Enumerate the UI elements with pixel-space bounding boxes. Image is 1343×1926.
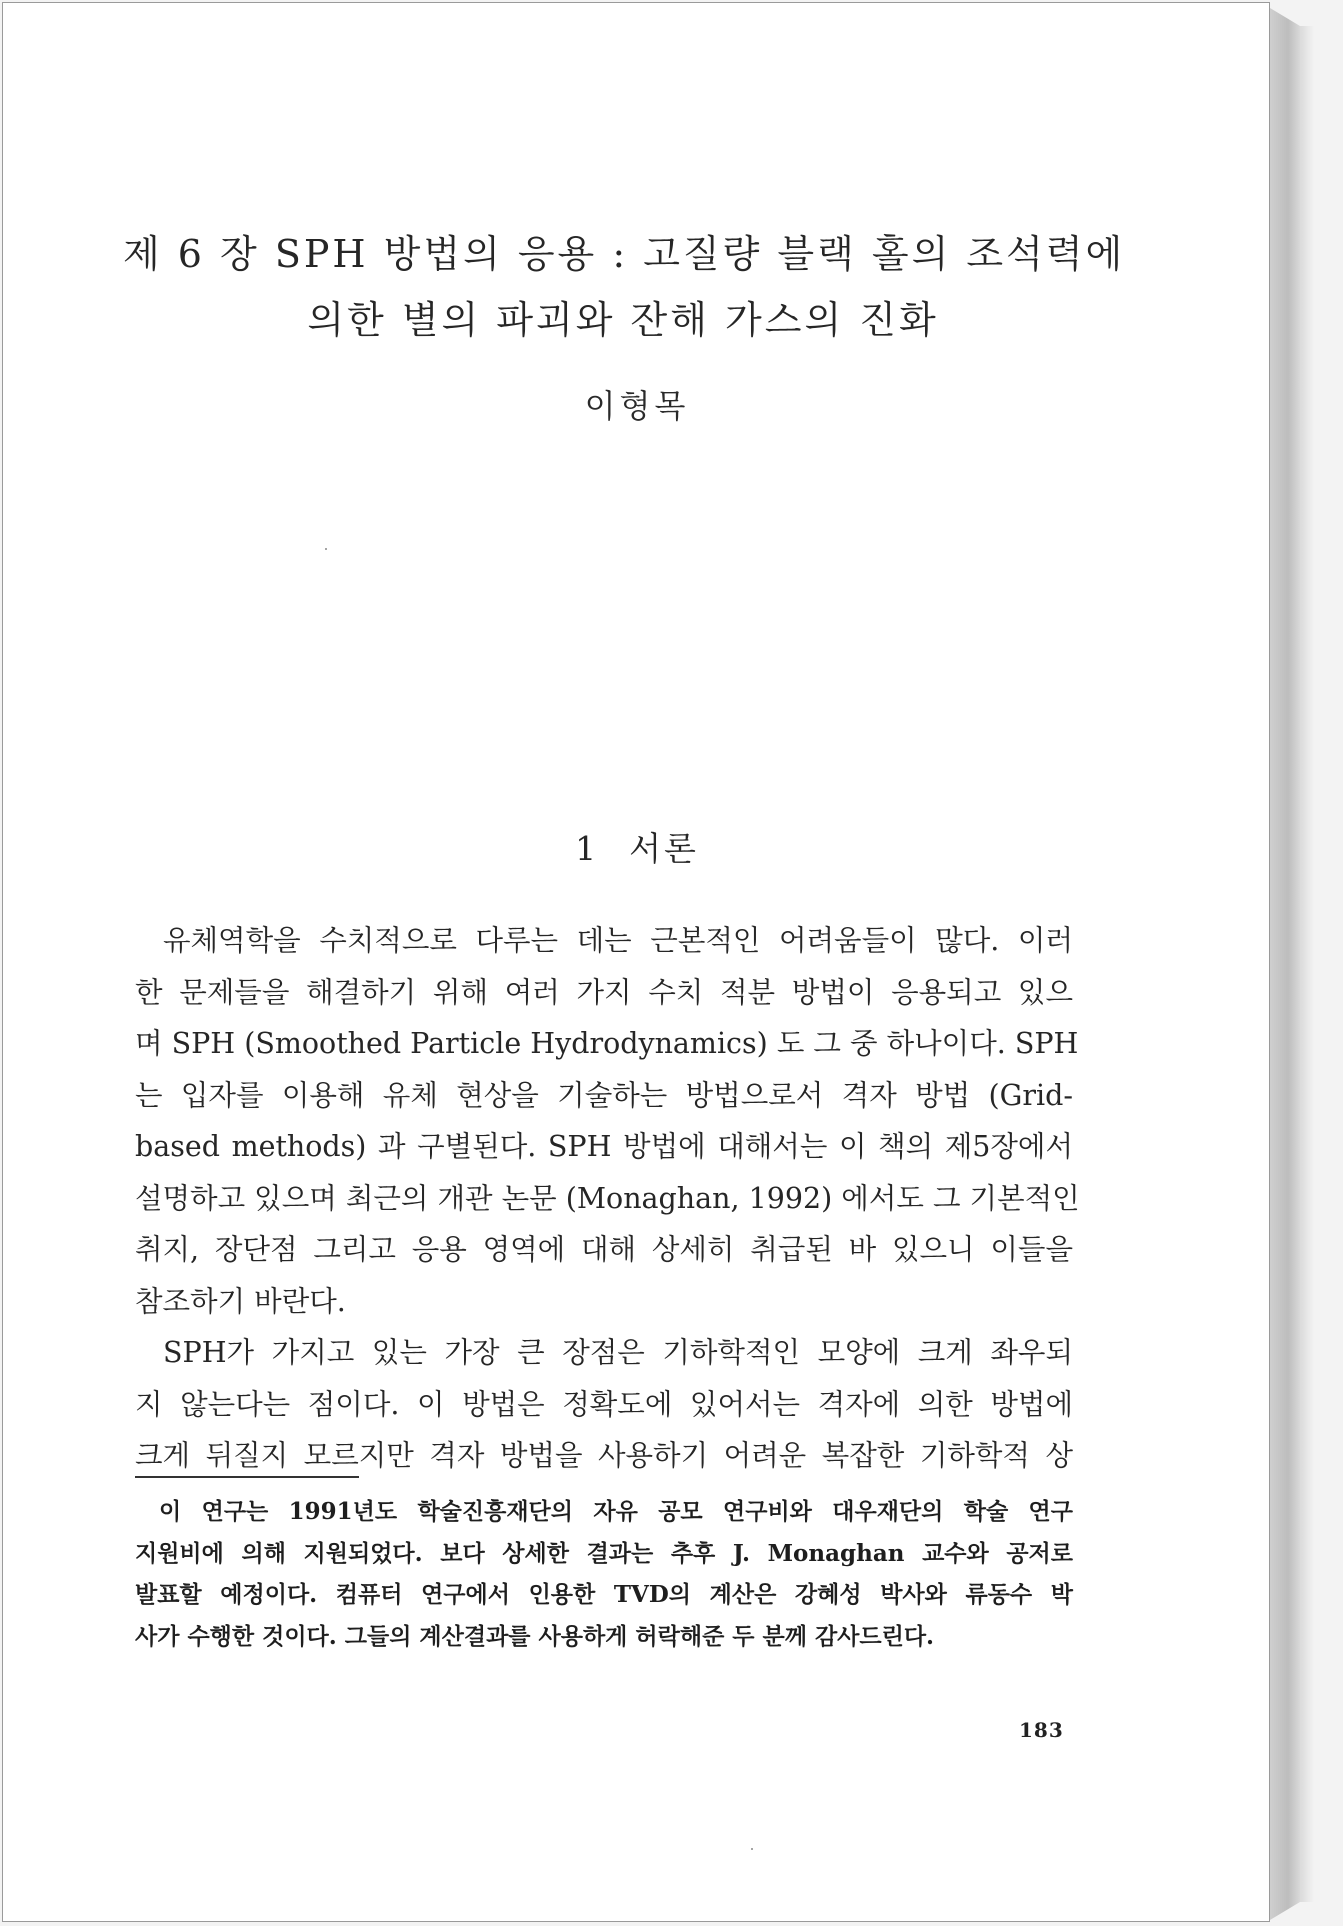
body-line: SPH가 가지고 있는 가장 큰 장점은 기하학적인 모양에 크게 좌우되	[163, 1336, 1073, 1369]
section-heading	[3, 823, 1271, 870]
body-line: 며 SPH (Smoothed Particle Hydrodynamics) 도 그 중 하나이다. SPH	[135, 1027, 1079, 1060]
scan-speck	[751, 1848, 753, 1850]
body-line: 지 않는다는 점이다. 이 방법은 정확도에 있어서는 격자에 의한 방법에	[135, 1387, 1073, 1421]
footnote	[135, 1491, 1073, 1657]
section-title: 서론	[629, 829, 699, 868]
body-line: 유체역학을 수치적으로 다루는 데는 근본적인 어려움들이 많다. 이러	[163, 924, 1073, 957]
body-line: 크게 뒤질지 모르지만 격자 방법을 사용하기 어려운 복잡한 기하학적 상	[135, 1439, 1073, 1472]
body-line: 설명하고 있으며 최근의 개관 논문 (Monaghan, 1992) 에서도 그 기본적인	[135, 1181, 1080, 1215]
body-line: 취지, 장단점 그리고 응용 영역에 대해 상세히 취급된 바 있으니 이들을	[135, 1233, 1073, 1266]
chapter-title-line-2: 의한 별의 파괴와 잔해 가스의 진화	[307, 298, 939, 342]
body-line: based methods) 과 구별된다. SPH 방법에 대해서는 이 책의 제5장에서	[135, 1130, 1073, 1163]
scan-speck	[325, 548, 327, 550]
section-number: 1	[575, 829, 600, 868]
author-name: 이형목	[584, 387, 690, 425]
body-text	[135, 915, 1080, 1482]
footnote-line: 지원비에 의해 지원되었다. 보다 상세한 결과는 추후 J. Monaghan 교수와 공저로	[135, 1539, 1073, 1567]
page-number: 183	[1019, 1718, 1064, 1742]
body-line: 한 문제들을 해결하기 위해 여러 가지 수치 적분 방법이 응용되고 있으	[135, 975, 1073, 1009]
footnote-line: 사가 수행한 것이다. 그들의 계산결과를 사용하게 허락해준 두 분께 감사드린다.	[135, 1622, 935, 1650]
book-edge-shadow	[1300, 26, 1314, 1902]
chapter-title-line-1: 제 6 장 SPH 방법의 응용 : 고질량 블랙 홀의 조석력에	[123, 232, 1126, 276]
body-line: 는 입자를 이용해 유체 현상을 기술하는 방법으로서 격자 방법 (Grid-	[135, 1078, 1073, 1112]
body-line: 참조하기 바란다.	[135, 1284, 346, 1318]
document-page	[2, 2, 1270, 1922]
footnote-line: 이 연구는 1991년도 학술진흥재단의 자유 공모 연구비와 대우재단의 학술 연구	[159, 1498, 1073, 1525]
book-page-edge	[1270, 8, 1300, 1920]
footnote-line: 발표할 예정이다. 컴퓨터 연구에서 인용한 TVD의 계산은 강혜성 박사와 류동수 박	[135, 1581, 1073, 1608]
footnote-divider	[135, 1476, 359, 1478]
chapter-title	[123, 221, 1126, 353]
